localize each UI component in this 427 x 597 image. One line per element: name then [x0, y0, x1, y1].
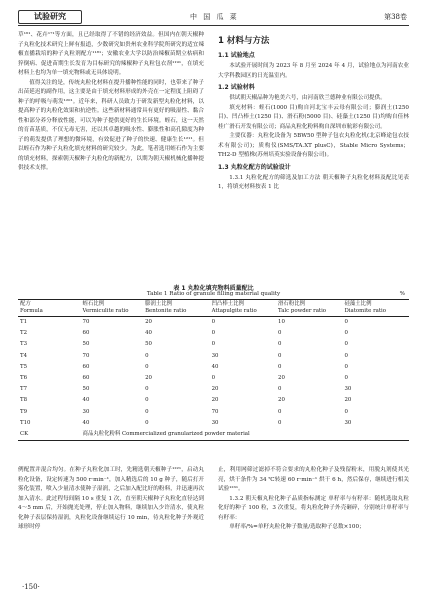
table-row-ck [18, 429, 409, 441]
table-cell: 30 [211, 352, 219, 359]
header-rule [18, 25, 409, 26]
table-cell: 70 [211, 408, 219, 415]
table-cell: T2 [20, 330, 28, 337]
subsection-heading: 1.2 试验材料 [218, 84, 255, 91]
table-cell: 0 [145, 352, 149, 359]
table-cell: T8 [20, 397, 28, 404]
table-cell: 20 [211, 397, 219, 404]
table-cell: T5 [20, 363, 28, 370]
table-caption-cn: 表 1 丸粒化填充物料质量配比 [173, 285, 254, 292]
table-cell: 0 [344, 319, 348, 326]
paragraph: 例配置并混合均匀。在种子丸粒化加工时，先精选朝天椒种子¹²²¹，启动丸粒化设备，设定转速为 500 r·min⁻¹，加入精选后的 10 g 种子，随后打开雾化装置，喷入少量清水使种子湿润，之后加入配比好的粉料，并迅速再次加入清水。此过程每间隔 10 s 重复 1 次，直至朝天椒种子丸粒化直径达到 4～5 mm 后，开始抛光处理，停止加入物料，继续加入少许清水，使丸粒化种子表层保持湿润，丸粒化设备继续运行 10 min，待丸粒化种子外观近球形时停 [18, 467, 204, 530]
table-cell: 商品丸粒化粉料 Commercialized granularized powder material [82, 430, 250, 437]
table-cell: 50 [145, 341, 152, 348]
table-cell: 0 [145, 363, 149, 370]
table-cell: CK [20, 430, 29, 437]
table-cell: 50 [82, 341, 90, 348]
right-column-bottom [218, 466, 409, 533]
table-cell: 30 [344, 386, 352, 393]
table-header-cell: 蛭石比例 Vermiculite ratio [82, 301, 129, 314]
table-cell: 0 [344, 408, 348, 415]
paragraph: 供试朝天椒品种为艳美六号，由河南欣兰德种业有限公司提供。 [229, 95, 386, 101]
table-cell: 40 [82, 419, 90, 426]
paragraph: 草¹⁶¹、花卉¹⁷¹等方面，且已经取得了不错的经济效益。但国内在朝天椒种子丸粒化技术研究上鲜有报道，少数研究如贵州农业科学院所研究的适宜辣椒直播栽培的种子丸粒剂配方¹¹⁸¹；安徽农业大学以防治辣椒苗期立枯病和猝倒病、促进苗期生长发育为目标研究的辣椒种子丸粒包衣剂¹¹⁹¹，在填充材料上也均为单一填充物料或无具体说明。 [18, 32, 204, 76]
table-cell: 0 [278, 341, 282, 348]
table-row [18, 328, 409, 339]
table-cell: 20 [344, 397, 352, 404]
table-cell: T10 [20, 419, 31, 426]
table-cell: 0 [211, 319, 215, 326]
table-header-cell: 配方 Formula [20, 301, 43, 314]
table-cell: 20 [211, 386, 219, 393]
table-cell: 0 [278, 419, 282, 426]
table-header-cell: 膨润土比例 Bentonite ratio [145, 301, 187, 314]
table-cell: 60 [82, 330, 90, 337]
table-cell: 30 [82, 408, 90, 415]
table-cell: 0 [278, 330, 282, 337]
table-cell: 70 [82, 352, 90, 359]
table-cell: 0 [344, 341, 348, 348]
table-cell: T3 [20, 341, 28, 348]
paragraph: 1.3.1 丸粒化配方的筛选及加工方法 朝天椒种子丸粒化材料及配比见表 1，将填充材料按表 1 比 [218, 174, 409, 190]
table-cell: 40 [211, 363, 219, 370]
table-row [18, 418, 409, 429]
table-caption-en: Table 1 Ratio of granule filling material quality [146, 291, 281, 297]
table-header-cell: 滑石粉比例 Talc powder ratio [278, 301, 327, 314]
table-cell: 40 [145, 330, 152, 337]
paragraph: 主要仪器：丸粒化设备为 5BW50 型种子包衣丸粒化机(北京峰途包衣技术有限公司)；质构仪(SMS/TA.XT plusC)，Stable Micro Systems；TH2-D 型植株(苏州培英实验设备有限公司)。 [218, 133, 409, 158]
table-cell: 0 [145, 408, 149, 415]
table-cell: 0 [145, 386, 149, 393]
table-cell: 0 [344, 330, 348, 337]
table-cell: 60 [82, 375, 90, 382]
table-cell: 0 [344, 375, 348, 382]
table-cell: 30 [211, 419, 219, 426]
table-cell: 20 [278, 375, 285, 382]
paragraph: 填充材料：蛭石(1000 目)购自河北宝丰云母有限公司；膨润土(1250 目)、凹凸棒土(1250 目)、滑石粉(5000 目)、硅藻土(1250 目)均购自佳林桂广滑石开发有限公司；商品丸粒化粉料购自深圳市航彩有限公司。 [218, 104, 409, 130]
section-heading: 1 材料与方法 [218, 36, 270, 46]
left-column-bottom [18, 466, 204, 533]
table-cell: T7 [20, 386, 28, 393]
table-cell: 0 [278, 386, 282, 393]
table-cell: 20 [145, 375, 152, 382]
table-cell: 70 [82, 319, 90, 326]
left-column [18, 31, 204, 174]
table-cell: 0 [211, 341, 215, 348]
table-row [18, 339, 409, 350]
subsection-heading: 1.3 丸粒化配方的试验设计 [218, 163, 291, 171]
section-tag: 试验研究 [18, 10, 82, 24]
paragraph: 1.3.2 朝天椒丸粒化种子品质指标测定 单籽率与有籽率：随机选取丸粒化好的种子 100 粒，3 次重复，将丸粒化种子外壳砸碎，分别统计单籽率与有籽率： [218, 495, 409, 521]
table-cell: 0 [344, 352, 348, 359]
table-row [18, 317, 409, 329]
table-header-cell: 硅藻土比例 Diatomite ratio [344, 301, 387, 314]
page-number: ·150· [22, 583, 40, 591]
table-cell: 50 [82, 386, 90, 393]
table-cell: 0 [278, 363, 282, 370]
table-cell: T1 [20, 319, 28, 326]
table-cell: 40 [82, 397, 90, 404]
table-cell: T6 [20, 375, 28, 382]
table-cell: 0 [211, 375, 215, 382]
table-row [18, 384, 409, 395]
formula-table [18, 299, 409, 441]
subsection-heading: 1.1 试验地点 [218, 52, 255, 59]
table-row [18, 407, 409, 418]
table-cell: 20 [278, 397, 285, 404]
paragraph: 单籽率/%=单籽丸粒化种子数量/选取种子总数×100； [229, 524, 365, 530]
table-row [18, 351, 409, 362]
right-column [218, 31, 409, 193]
table-cell: 0 [145, 419, 149, 426]
table-row [18, 373, 409, 384]
table-cell: 0 [278, 408, 282, 415]
table-cell: 0 [278, 352, 282, 359]
table-cell: 0 [211, 330, 215, 337]
journal-title: 中 国 瓜 菜 [190, 13, 239, 21]
table-header-row [18, 300, 409, 317]
table-cell: 20 [145, 319, 152, 326]
table-cell: 0 [344, 363, 348, 370]
table-header-cell: 凹凸棒土比例 Attapulgite ratio [211, 301, 257, 314]
table-row [18, 395, 409, 406]
table-cell: 30 [344, 419, 352, 426]
paragraph: 止，利用网筛过滤掉不符合要求的丸粒化种子及残留粉末，用脱丸剂使其光亮，烘干条件为 34 ℃转速 60 r·min⁻¹ 烘干 6 h，然后保存，继续进行相关试验¹²³¹。 [218, 467, 409, 492]
table-cell: T9 [20, 408, 28, 415]
paragraph: 本试验开展时间为 2023 年 8 月至 2024 年 4 月，试验地点为河南农业大学科教园区的日光温室内。 [218, 63, 409, 79]
table-cell: 10 [278, 319, 285, 326]
paragraph: 值得关注的是，传统丸粒化材料在提升播种性能的同时，也带来了种子出苗延迟的副作用，这主要是由于填充材料形成的外壳在一定程度上阻碍了种子的呼吸与萌发¹²⁰¹。近年来，科研人员致力于研发新型丸粒化材料，以提高种子的丸粒化效果和抗逆性。这些新材料通常具有更好的吸湿性、黏合性和部分养分释放性能，可以为种子提供更好的生长环境。蛭石，这一天然的育苗基质，不仅无毒无害，还以其卓越的吸水性、膨胀性和高孔隙度为种子的萌发提供了理想的微环境，有效促进了种子的快速、健康生长¹²¹¹。但以蛭石作为种子丸粒化填充材料的研究较少。为此，笔者选用蛭石作为主要的填充材料，探索朝天椒种子丸粒化的新配方，以期为朝天椒机械化播种提供技术支撑。 [18, 79, 204, 171]
table-cell: T4 [20, 352, 28, 359]
table-row [18, 362, 409, 373]
table-cell: 0 [145, 397, 149, 404]
table-unit: % [399, 291, 405, 297]
volume-label: 第38卷 [384, 13, 407, 21]
table-cell: 60 [82, 363, 90, 370]
